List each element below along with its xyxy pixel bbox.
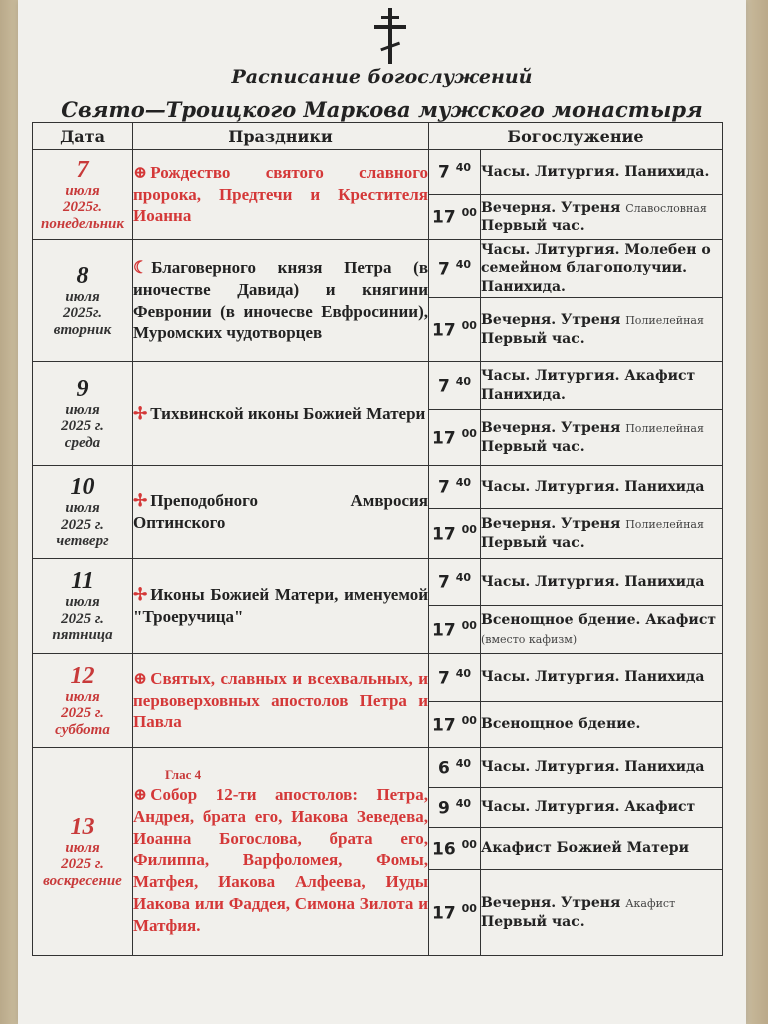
service-text: Часы. Литургия. Акафист Панихида. [481,368,696,403]
date-month: июля [65,401,100,418]
feast-name: Рождество святого славного пророка, Предтечи и Крестителя Иоанна [133,162,428,226]
feast-rank-icon: ⊕ [133,162,148,182]
column-header-date: Дата [33,123,133,150]
service-time [429,150,481,195]
service-description [481,788,723,828]
service-text: Вечерня. Утреня [481,516,621,533]
service-time [429,788,481,828]
date-year: 2025 г. [61,418,104,435]
date-weekday: понедельник [40,215,124,232]
feast-rank-icon: ✢ [133,403,148,423]
orthodox-cross-icon [372,8,408,64]
date-cell [33,559,133,654]
time-minutes: 00 [461,426,477,440]
date-day: 7 [76,156,89,183]
service-text: Вечерня. Утреня [481,895,621,912]
time-hour: 16 [432,839,456,860]
date-year: 2025 г. [61,705,104,722]
feast-cell [133,559,429,654]
feast-rank-icon: ☾ [133,258,149,277]
service-text: Акафист Божией Матери [481,840,689,857]
service-text-second-line: Первый час. [481,438,585,455]
time-minutes: 40 [455,571,472,585]
date-month: июля [65,288,100,305]
date-cell [33,362,133,466]
table-row [33,150,723,195]
date-weekday: среда [64,434,101,451]
time-hour: 17 [432,428,456,449]
time-hour: 7 [437,376,450,397]
service-text-second-line: Первый час. [481,913,585,930]
feast-rank-icon: ⊕ [133,785,148,805]
time-hour: 17 [432,620,456,641]
time-hour: 6 [437,758,450,779]
service-time [429,870,481,956]
date-month: июля [65,500,100,517]
time-minutes: 40 [455,666,472,680]
time-minutes: 40 [455,476,472,490]
date-weekday: четверг [56,533,109,550]
service-text: Часы. Литургия. Панихида [481,573,705,590]
service-time [429,298,481,362]
service-description [481,654,723,702]
feast-name: Преподобного Амвросия Оптинского [133,491,428,532]
date-day: 12 [70,662,95,689]
service-time [429,828,481,870]
feast-rank-icon: ⊕ [133,668,148,688]
service-note: Полиелейная [625,314,704,328]
service-time [429,240,481,298]
service-text: Часы. Литургия. Панихида [481,759,705,776]
date-month: июля [65,182,100,199]
service-description [481,606,723,654]
time-minutes: 00 [461,713,477,727]
glas-label: Глас 4 [165,766,202,782]
date-weekday: пятница [52,627,113,644]
date-day: 8 [76,262,89,289]
service-note: Акафист [625,897,676,911]
date-year: 2025г. [62,305,103,322]
time-hour: 17 [432,207,456,228]
date-day: 9 [76,375,89,402]
date-weekday: суббота [55,721,110,738]
time-minutes: 00 [461,837,477,851]
feast-cell [133,240,429,362]
service-note: Полиелейная [625,422,704,436]
feast-name: Благоверного князя Петра (в иночестве Давида) и княгини Февронии (в иночесве Евфросинии), Муромских чудотворцев [133,258,428,343]
service-description [481,362,723,410]
service-description [481,828,723,870]
date-year: 2025 г. [61,610,104,627]
date-cell [33,466,133,559]
feast-cell [133,362,429,466]
table-row [33,748,723,788]
service-text: Вечерня. Утреня [481,312,621,329]
service-description [481,559,723,606]
service-time [429,559,481,606]
service-time [429,748,481,788]
service-time [429,606,481,654]
table-row [33,466,723,509]
time-minutes: 40 [455,374,472,388]
service-text: Всенощное бдение. Акафист [481,612,717,629]
service-description [481,195,723,240]
service-note: (вместо кафизм) [481,632,578,646]
service-text: Вечерня. Утреня [481,420,621,437]
feast-name: Тихвинской иконы Божией Матери [150,403,426,423]
service-time [429,509,481,559]
date-cell [33,654,133,748]
service-description [481,410,723,466]
feast-cell [133,748,429,956]
page-subtitle: Свято—Троицкого Маркова мужского монастыря [61,97,703,122]
time-hour: 7 [437,668,450,689]
time-minutes: 00 [461,206,477,220]
feast-cell [133,466,429,559]
service-time [429,466,481,509]
feast-rank-icon: ✢ [133,585,148,605]
date-day: 10 [70,474,95,501]
time-minutes: 00 [461,318,477,332]
column-header-service: Богослужение [429,123,723,150]
feast-name: Святых, славных и всехвальных, и первоверховных апостолов Петра и Павла [133,668,428,732]
time-hour: 7 [437,477,450,498]
time-minutes: 00 [461,618,477,632]
service-text: Вечерня. Утреня [481,199,621,216]
service-text: Часы. Литургия. Молебен о семейном благополучии. Панихида. [481,242,711,295]
service-time [429,195,481,240]
time-minutes: 40 [455,257,472,271]
service-text: Часы. Литургия. Панихида. [481,163,710,180]
date-month: июля [65,839,100,856]
service-text-second-line: Первый час. [481,218,585,234]
service-text: Часы. Литургия. Акафист [481,799,696,816]
date-year: 2025г. [62,199,103,216]
time-hour: 7 [437,259,450,280]
feast-cell [133,150,429,240]
time-minutes: 40 [455,796,472,810]
service-time [429,702,481,748]
service-description [481,509,723,559]
date-day: 11 [71,568,94,595]
time-hour: 7 [437,572,450,593]
service-note: Полиелейная [625,518,704,532]
time-hour: 17 [432,524,456,545]
date-year: 2025 г. [61,856,104,873]
date-month: июля [65,594,100,611]
service-text-second-line: Первый час. [481,330,585,347]
service-description [481,298,723,362]
service-text: Всенощное бдение. [481,716,641,733]
table-row [33,559,723,606]
date-cell [33,748,133,956]
service-time [429,654,481,702]
service-description [481,870,723,956]
date-weekday: воскресение [43,872,122,889]
date-month: июля [65,688,100,705]
column-header-feasts: Праздники [133,123,429,150]
date-year: 2025 г. [61,516,104,533]
time-hour: 17 [432,320,456,341]
table-row [33,654,723,702]
time-hour: 9 [437,798,450,819]
time-minutes: 00 [461,901,477,915]
time-minutes: 40 [455,161,472,175]
header-row [33,123,723,150]
service-note: Славословная [625,201,707,215]
feast-rank-icon: ✢ [133,491,148,511]
service-time [429,410,481,466]
service-text: Часы. Литургия. Панихида [481,669,705,686]
service-description [481,466,723,509]
schedule-sheet [18,0,746,1024]
date-cell [33,240,133,362]
service-time [429,362,481,410]
time-hour: 17 [432,715,456,736]
page-title: Расписание богослужений [231,66,533,88]
service-text: Часы. Литургия. Панихида [481,478,705,495]
service-description [481,150,723,195]
date-weekday: вторник [53,321,112,338]
table-row [33,240,723,298]
service-description [481,240,723,298]
date-cell [33,150,133,240]
date-day: 13 [70,813,95,840]
time-minutes: 40 [455,756,472,770]
schedule-table [32,122,723,956]
feast-name: Собор 12-ти апостолов: Петра, Андрея, брата его, Иакова Зеведева, Иоанна Богослова, брата его, Филиппа, Варфоломея, Фомы, Матфея, Иакова Алфеева, Иуды Иакова или Фаддея, Симона Зилота и Матфия. [133,785,428,935]
time-hour: 17 [432,903,456,924]
service-description [481,748,723,788]
feast-name: Иконы Божией Матери, именуемой "Троеручица" [133,585,428,626]
service-description [481,702,723,748]
service-text-second-line: Первый час. [481,534,585,551]
table-row [33,362,723,410]
feast-cell [133,654,429,748]
time-minutes: 00 [461,522,477,536]
time-hour: 7 [437,162,450,183]
